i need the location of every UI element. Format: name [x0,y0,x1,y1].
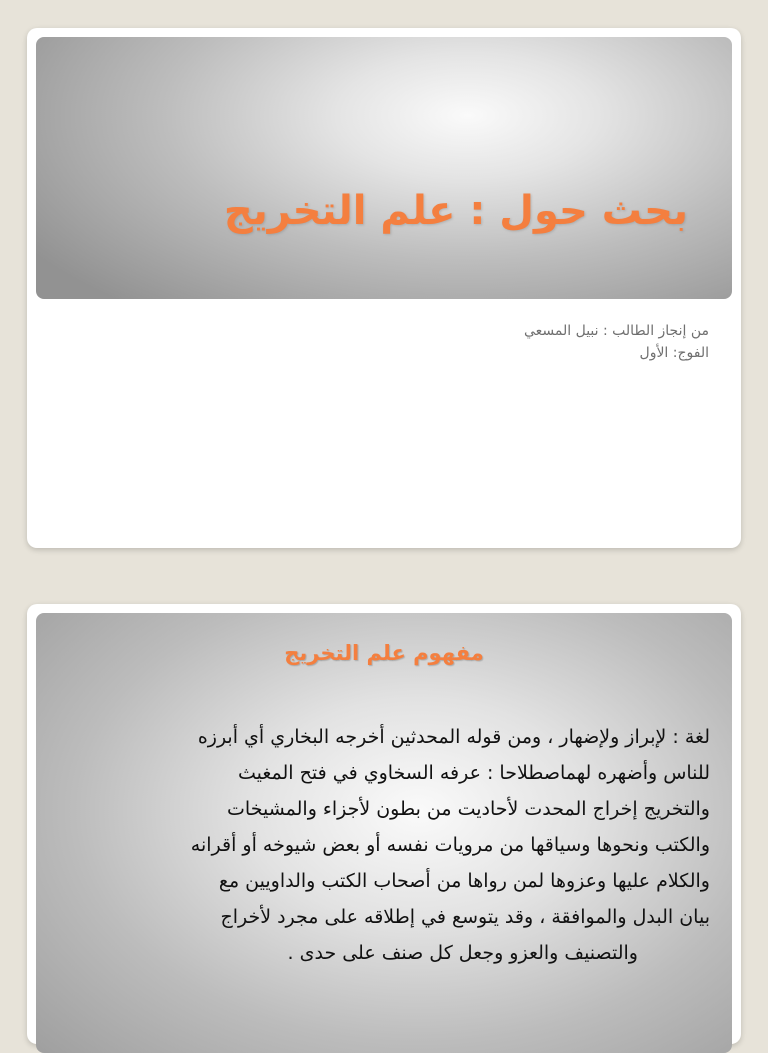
group-line: الفوج: الأول [639,345,709,361]
body-line: للناس وأضهره لهماصطلاحا : عرفه السخاوي في فتح المغيث [237,762,710,784]
body-line: والتصنيف والعزو وجعل كل صنف على حدى . [287,942,638,964]
content-banner [36,613,732,1053]
body-line: والتخريج إخراج المحدت لأحاديت من بطون لأجزاء والمشيخات [227,798,710,820]
body-line: لغة : لإبراز ولإضهار ، ومن قوله المحدثين أخرجه البخاري أي أبرزه [197,726,710,748]
body-line: بيان البدل والموافقة ، وقد يتوسع في إطلاقه على مجرد لأخراج [220,906,710,928]
body-line: والكتب ونحوها وسياقها من مرويات نفسه أو بعض شيوخه أو أقرانه [190,834,710,856]
title-slide [27,28,741,548]
slide-title: بحث حول : علم التخريج [223,188,688,234]
content-slide [27,604,741,1044]
section-heading: مفهوم علم التخريج [284,641,484,665]
body-paragraph [70,719,710,971]
title-banner [36,37,732,299]
body-line: والكلام عليها وعزوها لمن رواها من أصحاب الكتب والداويين مع [218,870,710,892]
author-line: من إنجاز الطالب : نبيل المسعي [523,323,709,339]
slide-subtitle [524,320,709,364]
